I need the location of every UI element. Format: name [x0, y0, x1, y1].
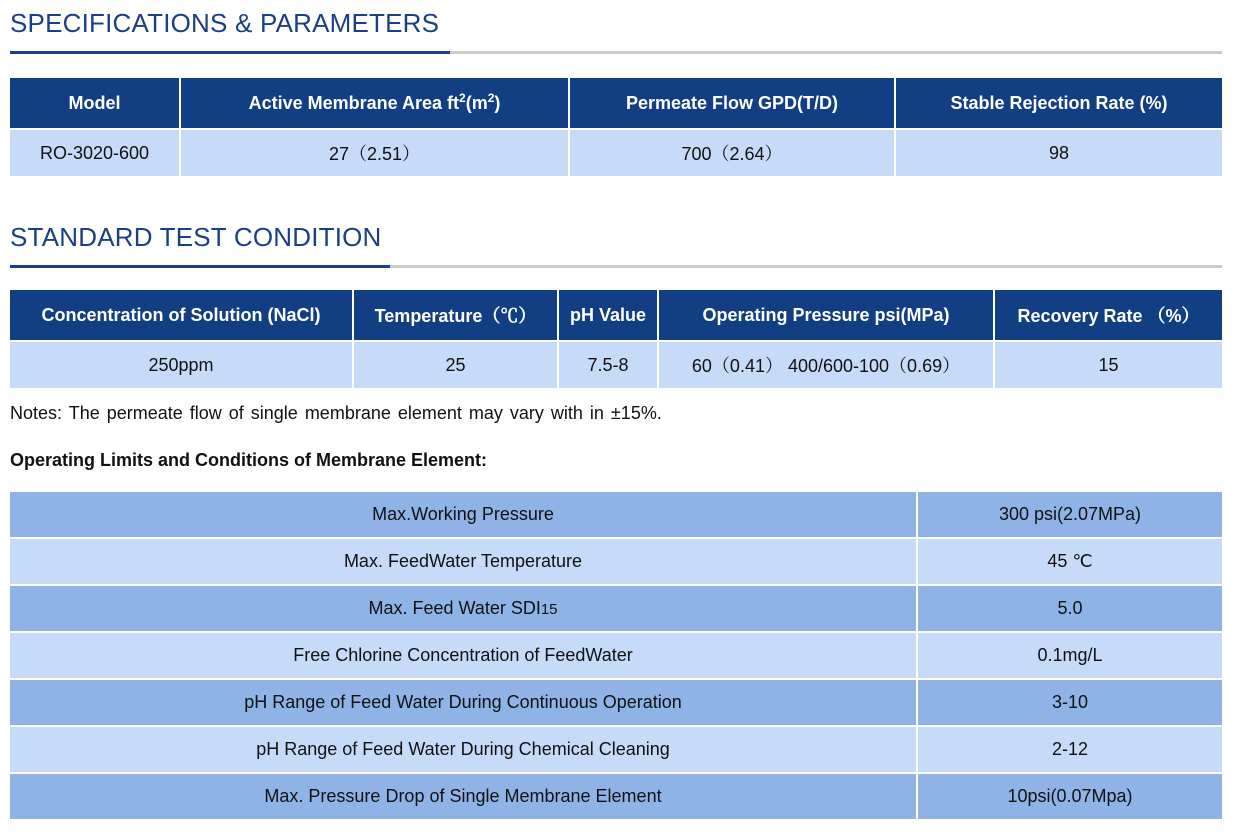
limit-value: 300 psi(2.07MPa)	[917, 492, 1222, 538]
spec-table	[10, 78, 1222, 176]
test-header-temperature: Temperature（℃）	[353, 290, 558, 341]
spec-section-title: SPECIFICATIONS & PARAMETERS	[10, 8, 440, 38]
table-row	[10, 492, 1222, 538]
limit-label: pH Range of Feed Water During Chemical Cleaning	[10, 726, 917, 773]
spec-cell-flow: 700（2.64）	[569, 129, 895, 176]
limit-value: 10psi(0.07Mpa)	[917, 773, 1222, 820]
limit-value: 45 ℃	[917, 538, 1222, 585]
spec-cell-rejection: 98	[895, 129, 1222, 176]
table-row	[10, 773, 1222, 820]
test-header-ph: pH Value	[558, 290, 658, 341]
test-cell-pressure: 60（0.41） 400/600-100（0.69）	[658, 341, 994, 388]
table-row	[10, 538, 1222, 585]
spec-cell-area: 27（2.51）	[180, 129, 569, 176]
spec-header-area-sup2: 2	[487, 90, 495, 105]
limit-label-cell	[10, 585, 917, 632]
spec-cell-model: RO-3020-600	[10, 129, 180, 176]
table-row	[10, 632, 1222, 679]
limit-label: Max. Pressure Drop of Single Membrane Element	[10, 773, 917, 820]
limits-table	[10, 492, 1222, 821]
limit-label: Max.Working Pressure	[10, 492, 917, 538]
test-cell-concentration: 250ppm	[10, 341, 353, 388]
limit-value: 5.0	[917, 585, 1222, 632]
spec-table-header-row	[10, 78, 1222, 129]
test-header-pressure: Operating Pressure psi(MPa)	[658, 290, 994, 341]
spec-header-rejection: Stable Rejection Rate (%)	[895, 78, 1222, 129]
permeate-flow-note: Notes: The permeate flow of single membrane element may vary with in ±15%.	[10, 403, 662, 423]
test-table	[10, 290, 1222, 388]
test-header-concentration: Concentration of Solution (NaCl)	[10, 290, 353, 341]
test-table-header-row	[10, 290, 1222, 341]
test-header-recovery: Recovery Rate （%）	[994, 290, 1222, 341]
spec-header-area	[180, 78, 569, 129]
limit-value: 3-10	[917, 679, 1222, 726]
test-cell-temperature: 25	[353, 341, 558, 388]
limit-label: Max. Feed Water SDI	[368, 598, 541, 618]
test-section-title: STANDARD TEST CONDITION	[10, 222, 382, 252]
limit-value: 2-12	[917, 726, 1222, 773]
test-title-underline	[10, 265, 390, 268]
limit-label: Free Chlorine Concentration of FeedWater	[10, 632, 917, 679]
test-table-row	[10, 341, 1222, 388]
spec-header-area-prefix: Active Membrane Area ft	[248, 92, 460, 113]
spec-header-area-suffix: )	[494, 92, 501, 113]
spec-header-area-sup1: 2	[459, 90, 466, 105]
spec-table-row	[10, 129, 1222, 176]
limit-label-subscript: 15	[540, 601, 558, 618]
spec-header-flow: Permeate Flow GPD(T/D)	[569, 78, 895, 129]
spec-title-underline	[10, 51, 450, 54]
table-row	[10, 726, 1222, 773]
limit-value: 0.1mg/L	[917, 632, 1222, 679]
table-row	[10, 585, 1222, 632]
limits-section-title: Operating Limits and Conditions of Membrane Element:	[10, 450, 488, 470]
limit-label: Max. FeedWater Temperature	[10, 538, 917, 585]
test-cell-recovery: 15	[994, 341, 1222, 388]
limit-label: pH Range of Feed Water During Continuous Operation	[10, 679, 917, 726]
test-cell-ph: 7.5-8	[558, 341, 658, 388]
spec-header-model: Model	[10, 78, 180, 129]
table-row	[10, 679, 1222, 726]
spec-header-area-mid: (m	[465, 92, 488, 113]
